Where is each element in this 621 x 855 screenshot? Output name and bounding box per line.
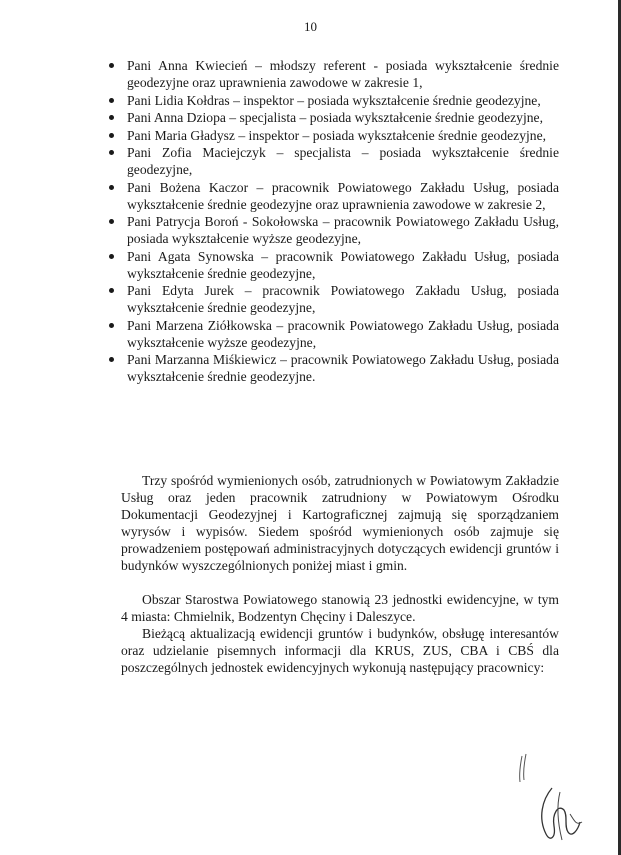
list-item-text: Pani Marzanna Miśkiewicz – pracownik Powiatowego Zakładu Usług, posiada wykształcenie średnie geodezyjne.	[127, 352, 559, 384]
page-number: 10	[304, 19, 317, 34]
bullet-icon	[109, 133, 114, 138]
list-item-text: Pani Lidia Kołdras – inspektor – posiada wykształcenie średnie geodezyjne,	[127, 92, 541, 108]
list-item	[106, 248, 559, 282]
list-item-text: Pani Patrycja Boroń - Sokołowska – pracownik Powiatowego Zakładu Usług, posiada wykształcenie wyższe geodezyjne,	[127, 214, 559, 246]
list-item	[106, 109, 559, 126]
list-item-text: Pani Zofia Maciejczyk – specjalista – posiada wykształcenie średnie geodezyjne,	[127, 145, 559, 177]
list-item	[106, 92, 559, 109]
list-item	[106, 127, 559, 144]
list-item	[106, 57, 559, 91]
bullet-icon	[109, 254, 114, 259]
paragraph-district-area: Obszar Starostwa Powiatowego stanowią 23 jednostki ewidencyjne, w tym 4 miasta: Chmielnik, Bodzentyn Chęciny i Daleszyce.	[121, 592, 559, 624]
list-item	[106, 179, 559, 213]
list-item-text: Pani Marzena Ziółkowska – pracownik Powiatowego Zakładu Usług, posiada wykształcenie wyższe geodezyjne,	[127, 317, 559, 350]
list-item	[106, 213, 559, 247]
list-item-text: Pani Edyta Jurek – pracownik Powiatowego Zakładu Usług, posiada wykształcenie średnie geodezyjne,	[127, 283, 559, 315]
bullet-icon	[109, 115, 114, 120]
list-item	[106, 144, 559, 178]
handwritten-signature	[508, 752, 588, 848]
bullet-icon	[109, 185, 114, 190]
bullet-icon	[109, 357, 114, 362]
list-item-text: Pani Maria Gładysz – inspektor – posiada wykształcenie średnie geodezyjne,	[127, 127, 547, 143]
list-item-text: Pani Anna Kwiecień – młodszy referent - posiada wykształcenie średnie geodezyjne oraz uprawnienia zawodowe w zakresie 1,	[127, 58, 559, 90]
bullet-icon	[109, 63, 114, 68]
bullet-icon	[109, 98, 114, 103]
paragraph-staff-duties: Trzy spośród wymienionych osób, zatrudnionych w Powiatowym Zakładzie Usług oraz jeden pracownik zatrudniony w Powiatowym Ośrodku Dokumentacji Geodezyjnej i Kartograficznej zajmują się sporządzaniem wyrysów i wypisów. Siedem spośród wymienionych osób zajmuje się prowadzeniem postępowań administracyjnych dotyczących ewidencji gruntów i budynków wyszczególnionych poniżej miast i gmin.	[121, 473, 559, 573]
list-item	[106, 282, 559, 316]
list-item	[106, 351, 559, 385]
staff-list	[106, 57, 559, 386]
bullet-icon	[109, 150, 114, 155]
paragraph-current-updates: Bieżącą aktualizacją ewidencji gruntów i budynków, obsługę interesantów oraz udzielanie pisemnych informacji dla KRUS, ZUS, CBA i CBŚ dla poszczególnych jednostek ewidencyjnych wykonują następujący pracownicy:	[121, 626, 559, 675]
list-item-text: Pani Anna Dziopa – specjalista – posiada wykształcenie średnie geodezyjne,	[127, 110, 543, 125]
bullet-icon	[109, 288, 114, 293]
bullet-icon	[109, 219, 114, 224]
list-item-text: Pani Bożena Kaczor – pracownik Powiatowego Zakładu Usług, posiada wykształcenie średnie geodezyjne oraz uprawnienia zawodowe w zakresie 2,	[127, 179, 559, 212]
bullet-icon	[109, 323, 114, 328]
list-item-text: Pani Agata Synowska – pracownik Powiatowego Zakładu Usług, posiada wykształcenie średnie geodezyjne,	[127, 248, 559, 281]
list-item	[106, 317, 559, 351]
